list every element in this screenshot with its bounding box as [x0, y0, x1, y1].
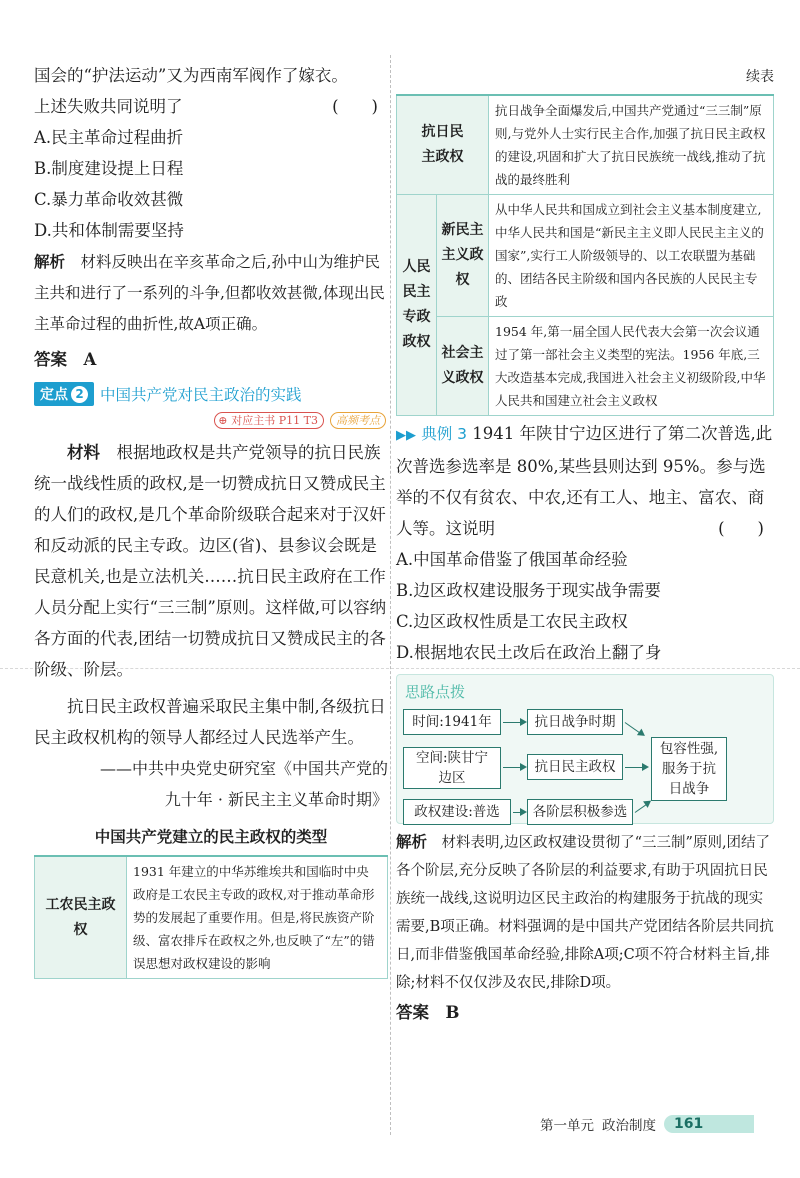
flow-box-period: 抗日战争时期 — [527, 709, 623, 735]
arrow-icon — [635, 802, 650, 813]
table-row — [397, 317, 774, 416]
key-point-header — [34, 381, 388, 407]
flow-box-regime: 抗日民主政权 — [527, 754, 623, 780]
option-b: B.边区政权建设服务于现实战争需要 — [396, 581, 661, 600]
page-number: 161 — [664, 1115, 754, 1133]
thinking-tips-box — [396, 674, 774, 824]
analysis — [34, 246, 388, 340]
flow-box-space: 空间:陕甘宁边区 — [403, 747, 501, 789]
option-d: D.共和体制需要坚持 — [34, 221, 184, 240]
table-cell: 1954 年,第一届全国人民代表大会第一次会议通过了第一部社会主义类型的宪法。1956 年底,三大改造基本完成,我国进入社会主义初级阶段,中华人民共和国建立社会主义政权 — [489, 317, 774, 416]
material-paragraph: 抗日民主政权普遍采取民主集中制,各级抗日民主政权机构的领导人都经过人民选举产生。 — [34, 697, 386, 747]
source-citation: ——中共中央党史研究室《中国共产党的 — [99, 759, 388, 778]
analysis-label: 解析 — [34, 252, 66, 271]
frequency-badge: 高频考点 — [330, 412, 386, 429]
flow-box-conclusion: 包容性强,服务于抗日战争 — [651, 737, 727, 801]
unit-label: 第一单元 — [540, 1118, 594, 1134]
table-cell: 抗日战争全面爆发后,中国共产党通过“三三制”原则,与党外人士实行民主合作,加强了抗日民主政权的建设,巩固和扩大了抗日民族统一战线,推动了抗战的最终胜利 — [489, 95, 774, 195]
example-tag: 典例 3 — [421, 425, 468, 443]
table-sub-head: 新民主主义政权 — [437, 195, 489, 317]
continued-label: 续表 — [746, 69, 774, 85]
option-c: C.暴力革命收效甚微 — [34, 190, 184, 209]
regime-table — [34, 855, 388, 979]
table-cell: 从中华人民共和国成立到社会主义基本制度建立,中华人民共和国是“新民主主义即人民民主主义的国家”,实行工人阶级领导的、以工农联盟为基础的、团结各民主阶级和国内各民族的人民民主专政 — [489, 195, 774, 317]
key-point-tag: 定点 2 — [34, 382, 94, 406]
arrow-icon — [503, 767, 525, 768]
table-cell: 1931 年建立的中华苏维埃共和国临时中央政府是工农民主专政的政权,对于推动革命形势的发展起了重要作用。但是,将民族资产阶级、富农排斥在政权之外,也反映了“左”的错误思想对政权建设的影响 — [127, 856, 388, 979]
double-arrow-icon: ▶▶ — [396, 428, 416, 443]
table-row-head: 抗日民主政权 — [397, 95, 489, 195]
right-column — [396, 0, 774, 1028]
analysis-text: 材料反映出在辛亥革命之后,孙中山为维护民主共和进行了一系列的斗争,但都收效甚微,体现出民主革命过程的曲折性,故A项正确。 — [34, 253, 385, 333]
source-citation: 九十年 · 新民主主义革命时期》 — [164, 790, 388, 809]
table-row — [397, 95, 774, 195]
option-a: A.民主革命过程曲折 — [34, 128, 184, 147]
option-b: B.制度建设提上日程 — [34, 159, 184, 178]
answer-blank: ( ) — [332, 97, 378, 116]
option-d: D.根据地农民土改后在政治上翻了身 — [396, 643, 662, 662]
material-paragraph: 材料 根据地政权是共产党领导的抗日民族统一战线性质的政权,是一切赞成抗日又赞成民主的人们的政权,是几个革命阶级联合起来对于汉奸和反动派的民主专政。边区(省)、县参议会既是民意机关,也是立法机关……抗日民主政府在工作人员分配上实行“三三制”原则。这样做,可以容纳各方面的代表,团结一切赞成抗日又赞成民主的各阶级、阶层。 — [34, 443, 387, 679]
table-row-head: 人民民主专政政权 — [397, 195, 437, 416]
analysis-label: 解析 — [396, 832, 428, 851]
table-row — [397, 195, 774, 317]
column-divider — [390, 55, 391, 1135]
analysis — [396, 828, 774, 997]
material-label: 材料 — [67, 443, 100, 462]
flow-box-participation: 各阶层积极参选 — [527, 799, 633, 825]
arrow-icon — [625, 767, 647, 768]
table-sub-head: 社会主义政权 — [437, 317, 489, 416]
flow-box-construction: 政权建设:普选 — [403, 799, 511, 825]
table-row — [35, 856, 388, 979]
key-point-number: 2 — [71, 386, 88, 403]
left-column — [34, 60, 388, 979]
question-line: 上述失败共同说明了 ( ) — [34, 91, 388, 122]
answer: 答案 A — [34, 350, 97, 369]
example-question: ▶▶ 典例 3 1941 年陕甘宁边区进行了第二次普选,此次普选参选率是 80%,某些县则达到 95%。参与选举的不仅有贫农、中农,还有工人、地主、富农、商人等。这说明 ( ) — [396, 418, 774, 544]
regime-table-continued — [396, 94, 774, 416]
analysis-text: 材料表明,边区政权建设贯彻了“三三制”原则,团结了各个阶层,充分反映了各阶层的利益要求,有助于巩固抗日民族统一战线,这说明边区民主政治的构建服务于抗战的现实需要,B项正确。材料强调的是中国共产党团结各阶层共同抗日,而非借鉴俄国革命经验,排除A项;C项不符合材料主旨,排除;材料不仅仅涉及农民,排除D项。 — [396, 835, 774, 991]
answer-blank: ( ) — [718, 519, 764, 538]
reference-badge: ⊕ 对应主书 P11 T3 — [214, 412, 324, 429]
arrow-icon — [513, 812, 525, 813]
option-a: A.中国革命借鉴了俄国革命经验 — [396, 550, 628, 569]
option-c: C.边区政权性质是工农民主政权 — [396, 612, 628, 631]
flow-box-time: 时间:1941年 — [403, 709, 501, 735]
question-line: 国会的“护法运动”又为西南军阀作了嫁衣。 — [34, 66, 348, 85]
arrow-icon — [625, 722, 644, 735]
key-point-title: 中国共产党对民主政治的实践 — [100, 386, 302, 404]
reference-row — [34, 409, 386, 431]
page-footer — [540, 1114, 754, 1134]
answer: 答案 B — [396, 1003, 460, 1022]
thinking-tips-title: 思路点拨 — [405, 683, 466, 701]
arrow-icon — [503, 722, 525, 723]
table-row-head: 工农民主政权 — [35, 856, 127, 979]
chapter-label: 政治制度 — [602, 1118, 656, 1134]
table-title: 中国共产党建立的民主政权的类型 — [94, 828, 328, 846]
